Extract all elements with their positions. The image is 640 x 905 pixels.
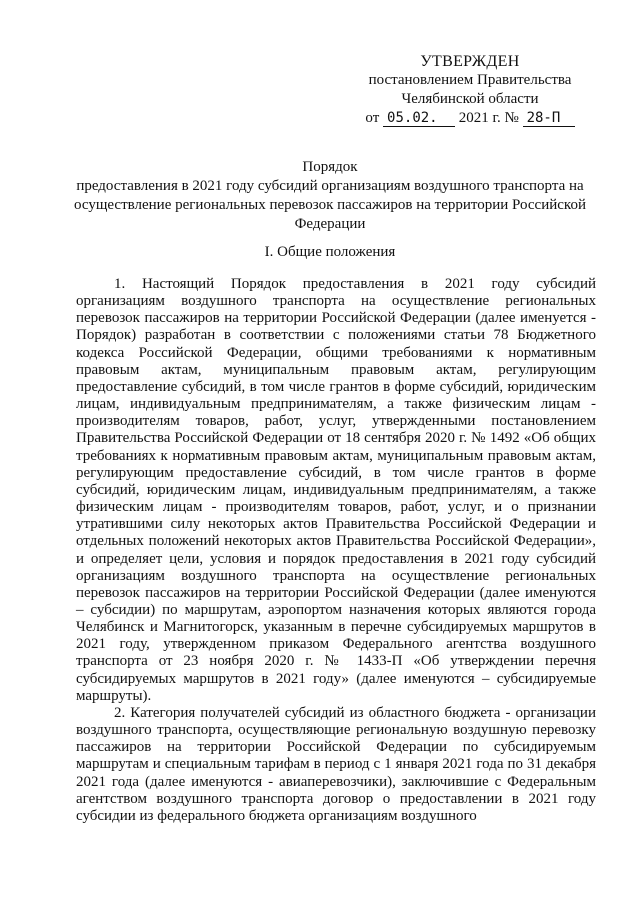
year-text: 2021 г. № bbox=[458, 110, 519, 126]
paragraph-1: 1. Настоящий Порядок предоставления в 2021 году субсидий организациям воздушного транспорта на осуществление региональных перевозок пассажиров на территории Российской Федерации (далее именуется - Порядок) разработан в соответствии с положениями статьи 78 Бюджетного кодекса Российской Федерации, общими требованиями к нормативным правовым актам, муниципальным правовым актам, регулирующим предоставление субсидий, в том числе грантов в форме субсидий, юридическим лицам, индивидуальным предпринимателям, а также физическим лицам - производителям товаров, работ, услуг, утвержденными постановлением Правительства Российской Федерации от 18 сентября 2020 г. № 1492 «Об общих требованиях к нормативным правовым актам, муниципальным правовым актам, регулирующим предоставление субсидий, в том числе грантов в форме субсидий, юридическим лицам, индивидуальным предпринимателям, а также физическим лицам - производителям товаров, работ, услуг, и о признании утратившими силу некоторых актов Правительства Российской Федерации и отдельных положений некоторых актов Правительства Российской Федерации», и определяет цели, условия и порядок предоставления в 2021 году субсидий организациям воздушного транспорта на осуществление региональных перевозок пассажиров на территории Российской Федерации (далее именуются – субсидии) по маршрутам, аэропортом назначения которых являются города Челябинск и Магнитогорск, указанным в перечне субсидируемых маршрутов в 2021 году, утвержденном приказом Федерального агентства воздушного транспорта от 23 ноября 2020 г. № 1433-П «Об утверждении перечня субсидируемых маршрутов в 2021 году» (далее именуются – субсидируемые маршруты). bbox=[76, 276, 596, 704]
document-body bbox=[76, 276, 596, 825]
approval-stamp bbox=[360, 52, 580, 128]
paragraph-2: 2. Категория получателей субсидий из областного бюджета - организации воздушного транспорта, осуществляющие региональную воздушную перевозку пассажиров на территории Российской Федерации по субсидируемым маршрутам и специальным тарифам в период с 1 января 2021 года по 31 декабря 2021 года (далее именуются - авиаперевозчики), заключившие с Федеральным агентством воздушного транспорта договор о предоставлении в 2021 году субсидии из федерального бюджета организациям воздушного bbox=[76, 704, 596, 824]
section-heading: I. Общие положения bbox=[264, 244, 396, 260]
title-rest: предоставления в 2021 году субсидий организациям воздушного транспорта на осуществление региональных перевозок пассажиров на территории Российской Федерации bbox=[74, 178, 586, 232]
decree-number: 28-П bbox=[523, 110, 575, 127]
date-prefix: от bbox=[365, 110, 380, 126]
approval-date-line bbox=[360, 109, 580, 128]
title-line-1: Порядок bbox=[302, 159, 358, 175]
approval-line-2: Челябинской области bbox=[401, 91, 539, 107]
approval-line-1: постановлением Правительства bbox=[368, 72, 572, 88]
date-value: 05.02. bbox=[383, 110, 455, 127]
approval-title: УТВЕРЖДЕН bbox=[420, 53, 520, 70]
document-title bbox=[60, 158, 600, 234]
